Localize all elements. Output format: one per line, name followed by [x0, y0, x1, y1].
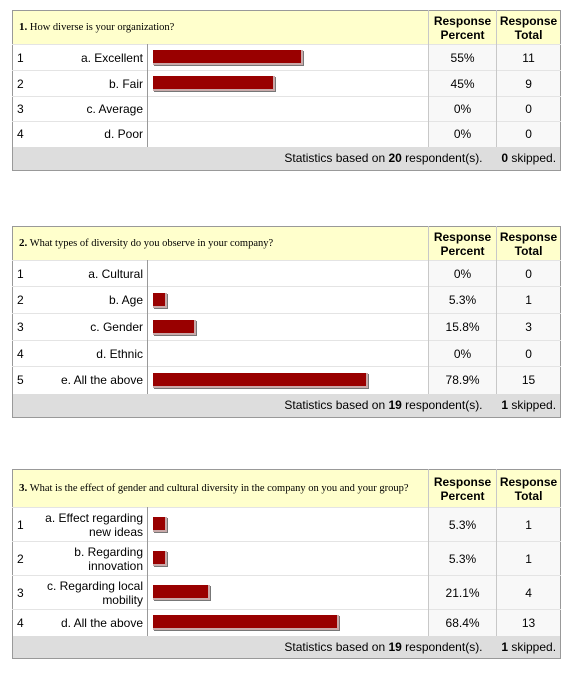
question-text: What types of diversity do you observe in your company?: [29, 238, 274, 249]
answer-label: [41, 542, 148, 576]
answer-label: [41, 287, 148, 314]
stat-suffix: respondent(s).: [401, 398, 483, 413]
response-total: 1: [497, 508, 561, 542]
response-total: 11: [497, 45, 561, 71]
table-row: [13, 287, 561, 314]
skipped-suffix: skipped.: [508, 398, 557, 413]
response-percent: 5.3%: [429, 287, 497, 314]
response-total: 0: [497, 261, 561, 287]
bar-cell: [148, 97, 429, 122]
answer-label-line: innovation: [88, 558, 143, 573]
response-total: 4: [497, 576, 561, 610]
answer-label-line: a. Cultural: [88, 266, 143, 281]
row-index: 4: [13, 341, 41, 367]
response-bar: [153, 76, 275, 91]
answer-label: [41, 576, 148, 610]
row-index: 1: [13, 45, 41, 71]
table-row: [13, 508, 561, 542]
response-total: 0: [497, 122, 561, 147]
table-row: [13, 122, 561, 147]
question-title: [13, 470, 429, 508]
response-percent: 78.9%: [429, 367, 497, 394]
answer-label: [41, 97, 148, 122]
skipped-text: [497, 394, 561, 418]
table-row: [13, 71, 561, 97]
response-percent: 68.4%: [429, 610, 497, 636]
bar-cell: [148, 287, 429, 314]
table-row: [13, 314, 561, 341]
table-row: [13, 542, 561, 576]
bar-cell: [148, 542, 429, 576]
answer-label: [41, 122, 148, 147]
skipped-count: 0: [501, 151, 508, 166]
respondent-count: 19: [388, 639, 402, 654]
skipped-count: 1: [501, 639, 508, 654]
skipped-suffix: skipped.: [508, 151, 557, 166]
response-percent: 15.8%: [429, 314, 497, 341]
bar-cell: [148, 71, 429, 97]
response-percent: 0%: [429, 261, 497, 287]
respondent-count: 20: [388, 151, 402, 166]
statistics-text: [13, 147, 497, 171]
stat-suffix: respondent(s).: [401, 151, 483, 166]
question-title: [13, 11, 429, 45]
table-row: [13, 367, 561, 394]
response-total: 3: [497, 314, 561, 341]
header-line: Response: [433, 229, 492, 244]
response-bar: [153, 293, 167, 308]
response-total: 9: [497, 71, 561, 97]
row-index: 3: [13, 97, 41, 122]
response-percent: 45%: [429, 71, 497, 97]
answer-label-line: new ideas: [88, 524, 143, 539]
header-line: Percent: [440, 27, 485, 42]
response-percent: 55%: [429, 45, 497, 71]
header-line: Percent: [440, 488, 485, 503]
response-bar: [153, 320, 196, 335]
answer-label: [41, 610, 148, 636]
question-1-table: [12, 10, 561, 171]
response-percent: 5.3%: [429, 508, 497, 542]
question-number: 2.: [19, 237, 28, 249]
answer-label-line: d. All the above: [60, 615, 143, 630]
answer-label-line: a. Excellent: [80, 50, 143, 65]
stat-suffix: respondent(s).: [401, 639, 483, 654]
bar-cell: [148, 576, 429, 610]
question-number: 3.: [19, 482, 28, 494]
response-total: 13: [497, 610, 561, 636]
response-total-header: [497, 11, 561, 45]
bar-cell: [148, 508, 429, 542]
statistics-row: [13, 147, 561, 171]
answer-label-line: c. Average: [86, 102, 143, 116]
skipped-suffix: skipped.: [508, 639, 557, 654]
question-text: How diverse is your organization?: [29, 22, 175, 33]
response-percent-header: [429, 11, 497, 45]
table-row: [13, 341, 561, 367]
answer-label: [41, 341, 148, 367]
row-index: 3: [13, 576, 41, 610]
row-index: 2: [13, 287, 41, 314]
table-row: [13, 97, 561, 122]
answer-label: [41, 45, 148, 71]
response-percent-header: [429, 227, 497, 261]
response-percent: 21.1%: [429, 576, 497, 610]
header-line: Response: [433, 13, 492, 28]
response-total-header: [497, 227, 561, 261]
header-line: Total: [514, 27, 543, 42]
statistics-row: [13, 394, 561, 418]
question-2-table: [12, 226, 561, 418]
response-bar: [153, 585, 210, 600]
bar-cell: [148, 261, 429, 287]
response-bar: [153, 615, 339, 630]
row-index: 4: [13, 122, 41, 147]
header-line: Response: [433, 474, 492, 489]
statistics-text: [13, 636, 497, 659]
response-percent-header: [429, 470, 497, 508]
header-line: Response: [499, 474, 558, 489]
bar-cell: [148, 314, 429, 341]
answer-label: [41, 71, 148, 97]
response-percent: 5.3%: [429, 542, 497, 576]
skipped-count: 1: [501, 398, 508, 413]
table-row: [13, 576, 561, 610]
response-total-header: [497, 470, 561, 508]
answer-label-line: b. Fair: [108, 76, 143, 91]
response-bar: [153, 50, 303, 65]
answer-label-line: e. All the above: [60, 373, 143, 388]
answer-label: [41, 314, 148, 341]
bar-cell: [148, 122, 429, 147]
skipped-text: [497, 636, 561, 659]
row-index: 5: [13, 367, 41, 394]
row-index: 1: [13, 261, 41, 287]
response-bar: [153, 373, 368, 388]
answer-label-line: mobility: [102, 592, 143, 607]
answer-label: [41, 261, 148, 287]
row-index: 1: [13, 508, 41, 542]
row-index: 3: [13, 314, 41, 341]
response-percent: 0%: [429, 122, 497, 147]
response-bar: [153, 551, 167, 566]
row-index: 2: [13, 71, 41, 97]
table-row: [13, 610, 561, 636]
statistics-text: [13, 394, 497, 418]
response-total: 0: [497, 97, 561, 122]
bar-cell: [148, 45, 429, 71]
question-3-table: [12, 469, 561, 659]
response-percent: 0%: [429, 341, 497, 367]
header-line: Total: [514, 243, 543, 258]
stat-prefix: Statistics based on: [284, 639, 389, 654]
answer-label-line: d. Poor: [104, 127, 143, 142]
header-line: Response: [499, 13, 558, 28]
respondent-count: 19: [388, 398, 402, 413]
skipped-text: [497, 147, 561, 171]
header-line: Response: [499, 229, 558, 244]
answer-label-line: a. Effect regarding: [45, 510, 143, 525]
question-number: 1.: [19, 21, 28, 33]
table-row: [13, 45, 561, 71]
response-total: 1: [497, 287, 561, 314]
header-line: Percent: [440, 243, 485, 258]
answer-label-line: c. Regarding local: [46, 578, 143, 593]
answer-label-line: b. Regarding: [74, 544, 143, 559]
stat-prefix: Statistics based on: [284, 398, 389, 413]
answer-label: [41, 508, 148, 542]
answer-label: [41, 367, 148, 394]
response-percent: 0%: [429, 97, 497, 122]
statistics-row: [13, 636, 561, 659]
row-index: 4: [13, 610, 41, 636]
answer-label-line: c. Gender: [90, 320, 143, 334]
response-bar: [153, 517, 167, 532]
response-total: 15: [497, 367, 561, 394]
response-total: 0: [497, 341, 561, 367]
answer-label-line: b. Age: [108, 293, 143, 307]
table-row: [13, 261, 561, 287]
row-index: 2: [13, 542, 41, 576]
bar-cell: [148, 610, 429, 636]
response-total: 1: [497, 542, 561, 576]
bar-cell: [148, 341, 429, 367]
header-line: Total: [514, 488, 543, 503]
question-text: What is the effect of gender and cultural diversity in the company on you and your group?: [29, 483, 409, 494]
question-title: [13, 227, 429, 261]
bar-cell: [148, 367, 429, 394]
answer-label-line: d. Ethnic: [96, 346, 143, 361]
stat-prefix: Statistics based on: [284, 151, 389, 166]
